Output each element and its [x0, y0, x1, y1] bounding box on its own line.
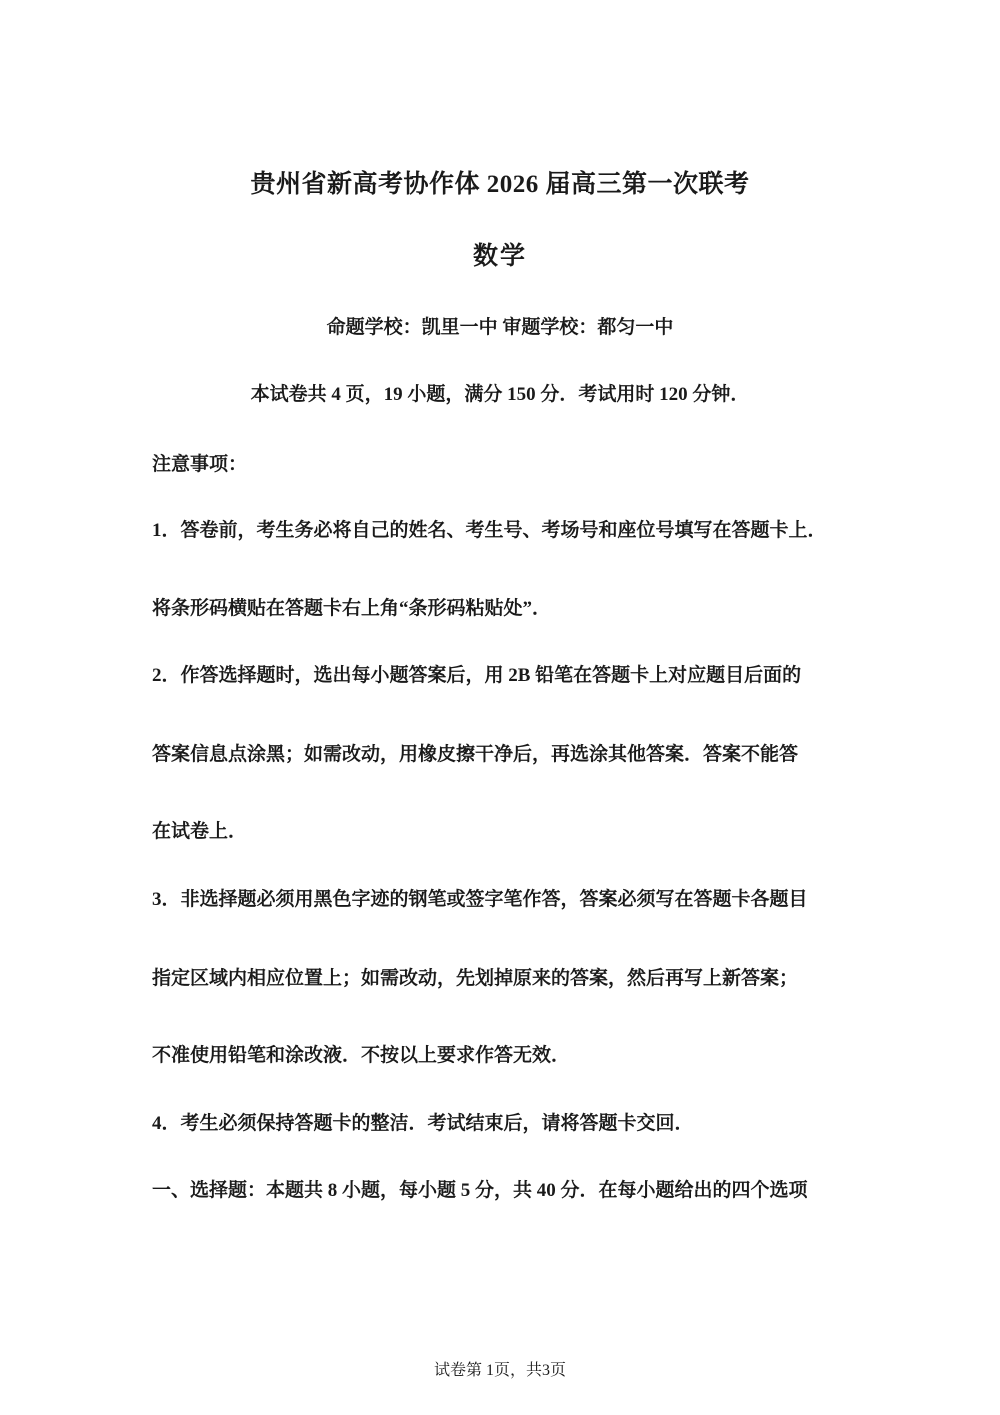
- notice-line-3: 2．作答选择题时，选出每小题答案后，用 2B 铅笔在答题卡上对应题目后面的: [152, 665, 802, 686]
- notice-line-5: 在试卷上．: [152, 821, 248, 842]
- notice-line-7: 指定区域内相应位置上；如需改动，先划掉原来的答案，然后再写上新答案；: [152, 968, 799, 989]
- subject-title: 数学: [472, 243, 527, 270]
- notice-heading: 注意事项：: [152, 454, 248, 475]
- exam-title: 贵州省新高考协作体 2026 届高三第一次联考: [250, 171, 750, 198]
- section-heading: 一、选择题：本题共 8 小题，每小题 5 分，共 40 分．在每小题给出的四个选项: [152, 1180, 808, 1201]
- notice-line-9: 4．考生必须保持答题卡的整洁．考试结束后，请将答题卡交回．: [152, 1113, 694, 1134]
- notice-line-1: 1．答卷前，考生务必将自己的姓名、考生号、考场号和座位号填写在答题卡上．: [152, 520, 827, 541]
- notice-line-2: 将条形码横贴在答题卡右上角“条形码粘贴处”．: [152, 598, 552, 619]
- page-footer: 试卷第 1页，共3页: [433, 1362, 566, 1379]
- exam-info-line: 本试卷共 4 页，19 小题，满分 150 分．考试用时 120 分钟．: [250, 384, 750, 405]
- notice-line-4: 答案信息点涂黑；如需改动，用橡皮擦干净后，再选涂其他答案．答案不能答: [152, 744, 799, 765]
- notice-line-6: 3．非选择题必须用黑色字迹的钢笔或签字笔作答，答案必须写在答题卡各题目: [152, 889, 808, 910]
- schools-line: 命题学校：凯里一中 审题学校：都匀一中: [326, 317, 674, 338]
- notice-line-8: 不准使用铅笔和涂改液．不按以上要求作答无效．: [152, 1045, 571, 1066]
